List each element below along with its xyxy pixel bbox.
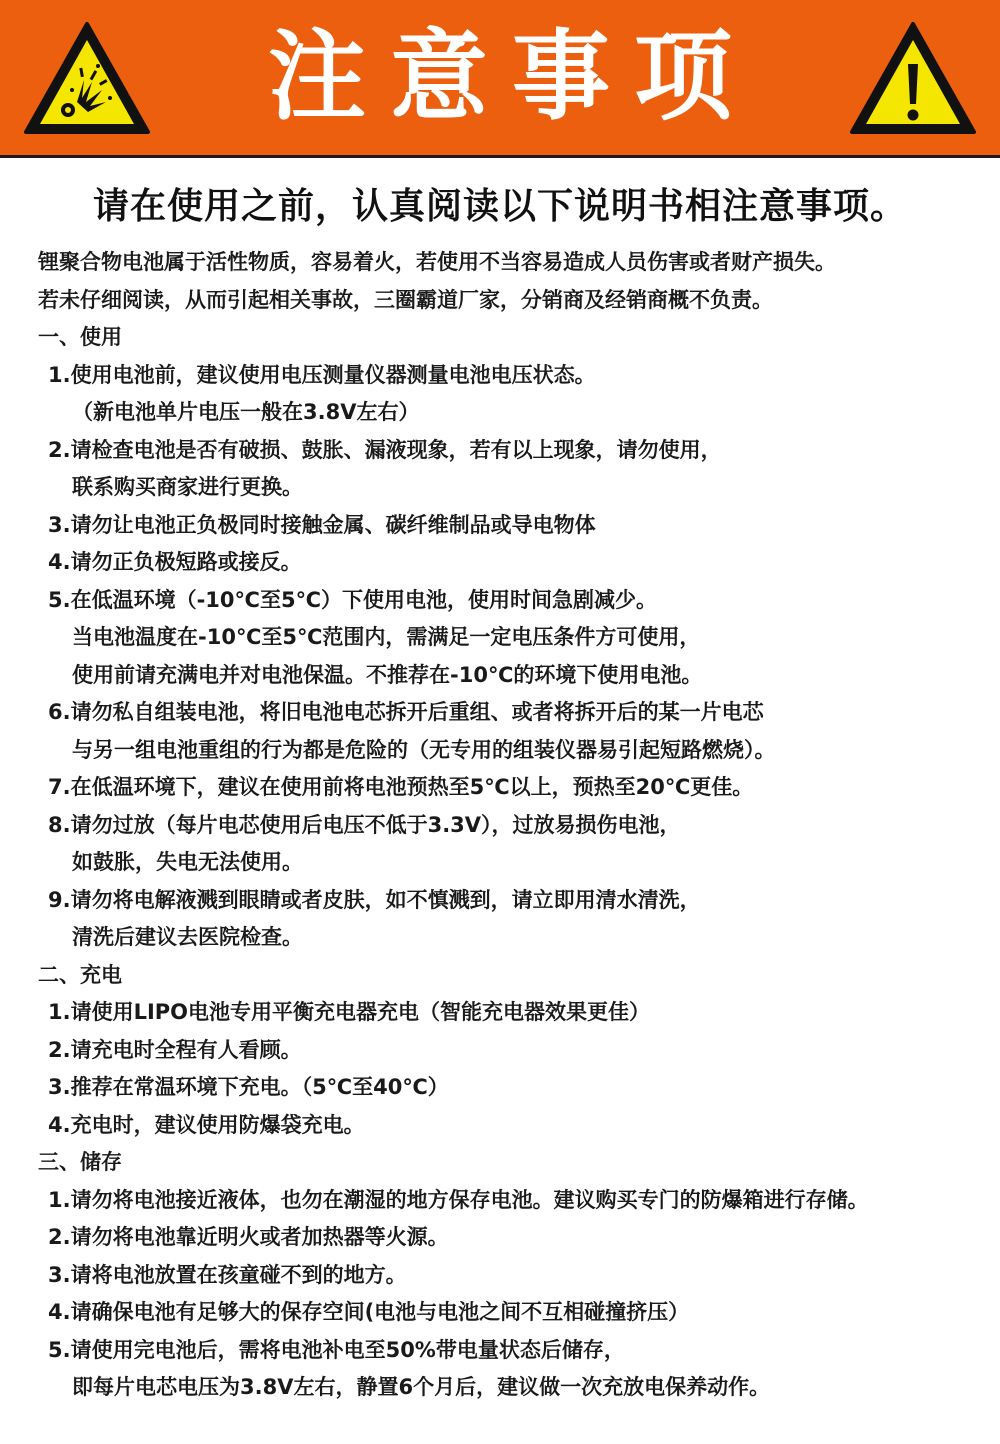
list-item-continuation: 即每片电芯电压为3.8V左右，静置6个月后，建议做一次充放电保养动作。	[72, 1375, 771, 1399]
list-item: 4.请确保电池有足够大的保存空间(电池与电池之间不互相碰撞挤压）	[48, 1300, 690, 1324]
list-item-continuation: 联系购买商家进行更换。	[72, 475, 303, 499]
list-item: 9.请勿将电解液溅到眼睛或者皮肤，如不慎溅到，请立即用清水清洗，	[48, 887, 701, 912]
section-heading: 一、使用	[38, 325, 122, 349]
list-item: 2.请充电时全程有人看顾。	[48, 1037, 302, 1062]
intro-line: 锂聚合物电池属于活性物质，容易着火，若使用不当容易造成人员伤害或者财产损失。	[38, 250, 836, 274]
list-item: 4.请勿正负极短路或接反。	[48, 550, 302, 574]
instruction-subtitle: 请在使用之前，认真阅读以下说明书相注意事项。	[92, 186, 907, 227]
list-item: 3.请勿让电池正负极同时接触金属、碳纤维制品或导电物体	[48, 512, 596, 537]
list-item: 1.请使用LIPO电池专用平衡充电器充电（智能充电器效果更佳）	[48, 1000, 651, 1024]
list-item-continuation: 清洗后建议去医院检查。	[72, 925, 303, 949]
intro-line: 若未仔细阅读，从而引起相关事故，三圈霸道厂家，分销商及经销商概不负责。	[38, 287, 773, 312]
section-heading: 二、充电	[38, 962, 122, 987]
list-item: 4.充电时，建议使用防爆袋充电。	[48, 1112, 365, 1137]
list-item-continuation: 当电池温度在-10℃至5℃范围内，需满足一定电压条件方可使用，	[72, 625, 701, 649]
list-item-continuation: 使用前请充满电并对电池保温。不推荐在-10℃的环境下使用电池。	[72, 662, 703, 687]
list-item: 5.请使用完电池后，需将电池补电至50%带电量状态后储存，	[48, 1337, 625, 1362]
list-item: 5.在低温环境（-10℃至5℃）下使用电池，使用时间急剧减少。	[48, 587, 657, 612]
list-item-continuation: 如鼓胀，失电无法使用。	[72, 850, 303, 874]
page-title: 注意事项	[267, 20, 756, 134]
list-item: 3.请将电池放置在孩童碰不到的地方。	[48, 1262, 407, 1287]
section-heading: 三、储存	[38, 1150, 122, 1174]
list-item: 8.请勿过放（每片电芯使用后电压不低于3.3V），过放易损伤电池，	[48, 812, 681, 837]
list-item: 2.请检查电池是否有破损、鼓胀、漏液现象，若有以上现象，请勿使用，	[48, 437, 722, 462]
list-item-continuation: 与另一组电池重组的行为都是危险的（无专用的组装仪器易引起短路燃烧）。	[72, 737, 776, 762]
list-item: 1.使用电池前，建议使用电压测量仪器测量电池电压状态。	[48, 362, 596, 387]
header-banner	[0, 0, 1000, 158]
list-item: 3.推荐在常温环境下充电。（5℃至40℃）	[48, 1075, 449, 1099]
list-item-continuation: （新电池单片电压一般在3.8V左右）	[72, 400, 420, 424]
exclamation-warning-icon	[848, 20, 978, 138]
list-item: 6.请勿私自组装电池，将旧电池电芯拆开后重组、或者将拆开后的某一片电芯	[48, 700, 764, 724]
list-item: 7.在低温环境下，建议在使用前将电池预热至5℃以上，预热至20℃更佳。	[48, 775, 754, 799]
list-item: 2.请勿将电池靠近明火或者加热器等火源。	[48, 1225, 449, 1249]
list-item: 1.请勿将电池接近液体，也勿在潮湿的地方保存电池。建议购买专门的防爆箱进行存储。	[48, 1187, 869, 1212]
